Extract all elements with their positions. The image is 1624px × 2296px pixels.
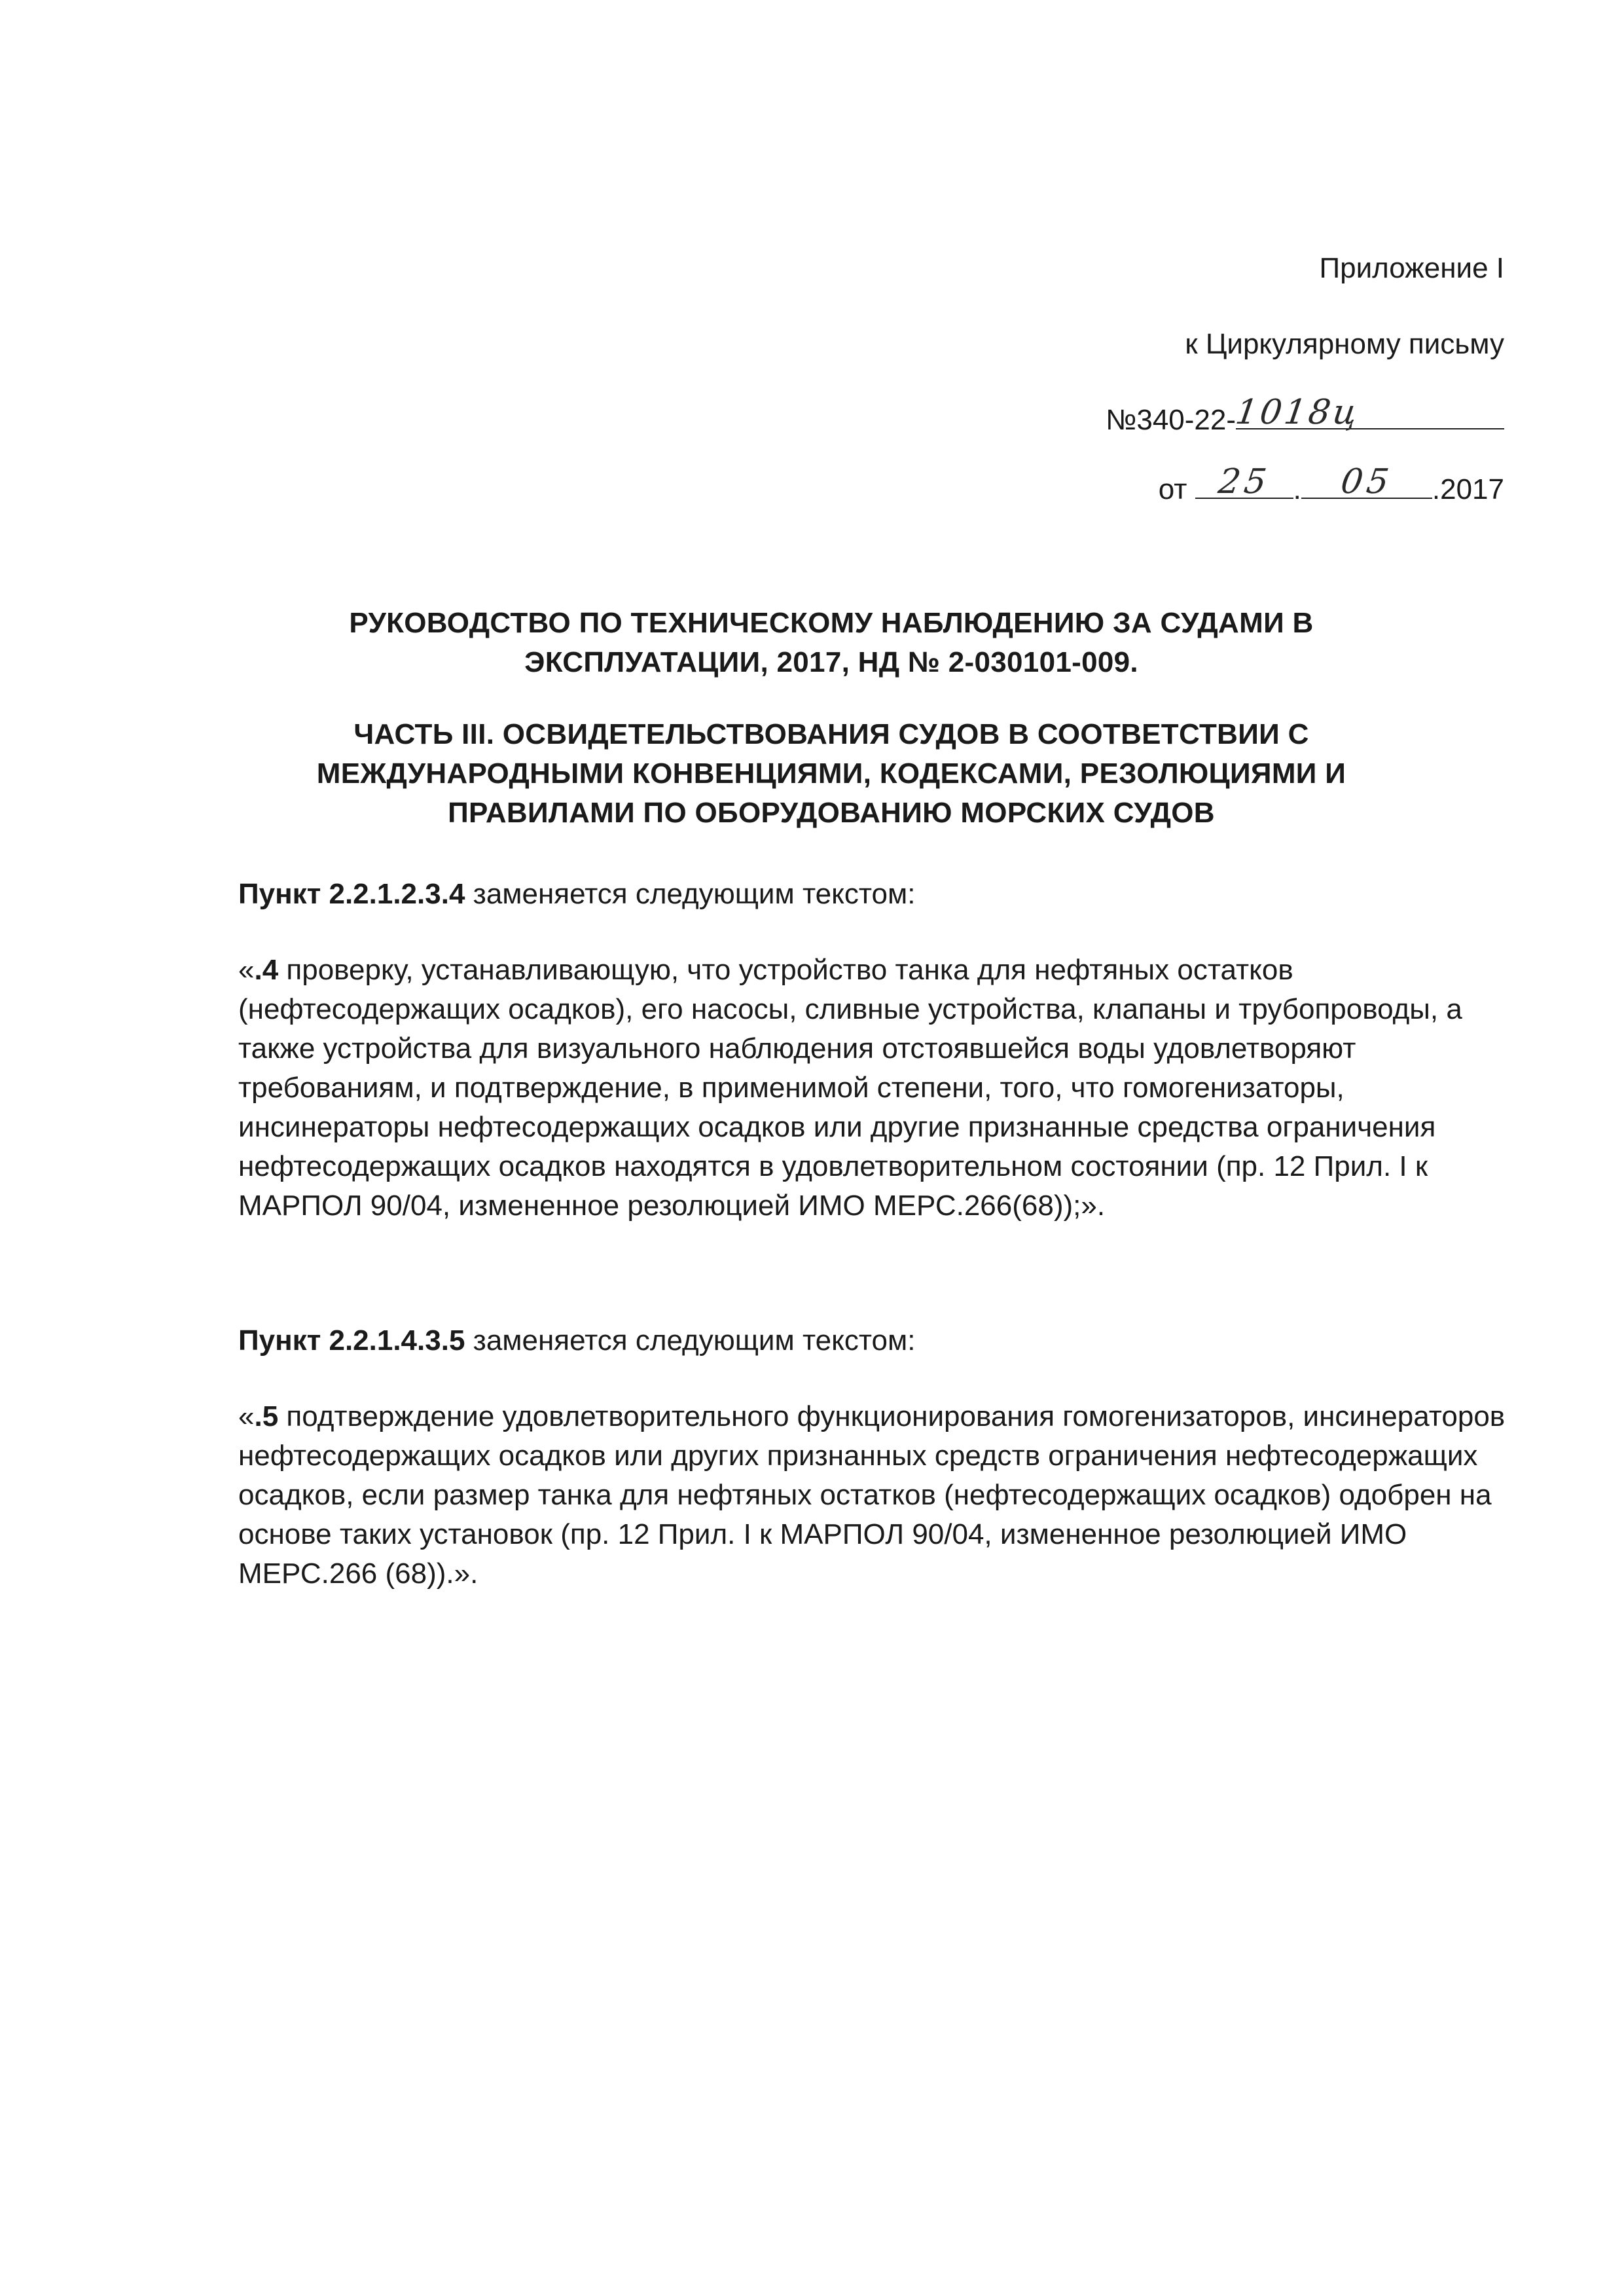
date-month-blank bbox=[1301, 462, 1432, 501]
appendix-label: Приложение I bbox=[1319, 252, 1504, 284]
quote-mark: « bbox=[238, 1400, 255, 1432]
document-title bbox=[216, 604, 1447, 682]
handwritten-number: 1018ц bbox=[1233, 393, 1362, 432]
date-year: .2017 bbox=[1432, 473, 1504, 505]
section-quote bbox=[238, 1397, 1521, 1594]
appendix-header bbox=[1106, 251, 1504, 507]
clause-reference: Пункт 2.2.1.2.3.4 bbox=[238, 878, 465, 910]
date-dot: . bbox=[1293, 473, 1301, 505]
part-title bbox=[216, 715, 1447, 833]
circular-date bbox=[1106, 462, 1504, 507]
section-intro bbox=[238, 875, 1521, 914]
clause-reference: Пункт 2.2.1.4.3.5 bbox=[238, 1324, 465, 1357]
section-quote bbox=[238, 951, 1521, 1226]
section-intro bbox=[238, 1321, 1521, 1360]
title-line: ЧАСТЬ III. ОСВИДЕТЕЛЬСТВОВАНИЯ СУДОВ В СООТВЕТСТВИИ С bbox=[353, 718, 1309, 750]
intro-text: заменяется следующим текстом: bbox=[465, 1324, 916, 1357]
circular-number bbox=[1106, 393, 1504, 437]
title-line: ЭКСПЛУАТАЦИИ, 2017, НД № 2-030101-009. bbox=[524, 646, 1138, 678]
quote-number: .4 bbox=[254, 954, 279, 986]
number-prefix: №340-22- bbox=[1106, 404, 1236, 436]
title-line: ПРАВИЛАМИ ПО ОБОРУДОВАНИЮ МОРСКИХ СУДОВ bbox=[448, 797, 1215, 829]
title-line: РУКОВОДСТВО ПО ТЕХНИЧЕСКОМУ НАБЛЮДЕНИЮ ЗА СУДАМИ В bbox=[349, 607, 1314, 639]
circular-label: к Циркулярному письму bbox=[1185, 328, 1504, 360]
date-day-blank bbox=[1195, 462, 1293, 501]
intro-text: заменяется следующим текстом: bbox=[465, 878, 916, 910]
handwritten-month: 05 bbox=[1338, 462, 1396, 501]
title-line: МЕЖДУНАРОДНЫМИ КОНВЕНЦИЯМИ, КОДЕКСАМИ, РЕЗОЛЮЦИЯМИ И bbox=[316, 757, 1346, 790]
quote-text: подтверждение удовлетворительного функционирования гомогенизаторов, инсинераторов нефтесодержащих осадков или других признанных средств ограничения нефтесодержащих осадков, если размер танка для нефтяных остатков (нефтесодержащих осадков) одобрен на основе таких установок (пр. 12 Прил. I к МАРПОЛ 90/04, измененное резолюцией ИМО МЕРС.266 (68)).». bbox=[238, 1400, 1506, 1590]
handwritten-day: 25 bbox=[1216, 462, 1272, 501]
number-blank bbox=[1233, 393, 1504, 432]
date-prefix: от bbox=[1158, 473, 1187, 505]
quote-number: .5 bbox=[254, 1400, 279, 1432]
quote-mark: « bbox=[238, 954, 255, 986]
quote-text: проверку, устанавливающую, что устройство танка для нефтяных остатков (нефтесодержащих осадков), его насосы, сливные устройства, клапаны и трубопроводы, а также устройства для визуального наблюдения отстоявшейся воды удовлетворяют требованиям, и подтверждение, в применимой степени, того, что гомогенизаторы, инсинераторы нефтесодержащих осадков или другие признанные средства ограничения нефтесодержащих осадков находятся в удовлетворительном состоянии (пр. 12 Прил. I к МАРПОЛ 90/04, измененное резолюцией ИМО МЕРС.266(68));». bbox=[238, 954, 1462, 1222]
